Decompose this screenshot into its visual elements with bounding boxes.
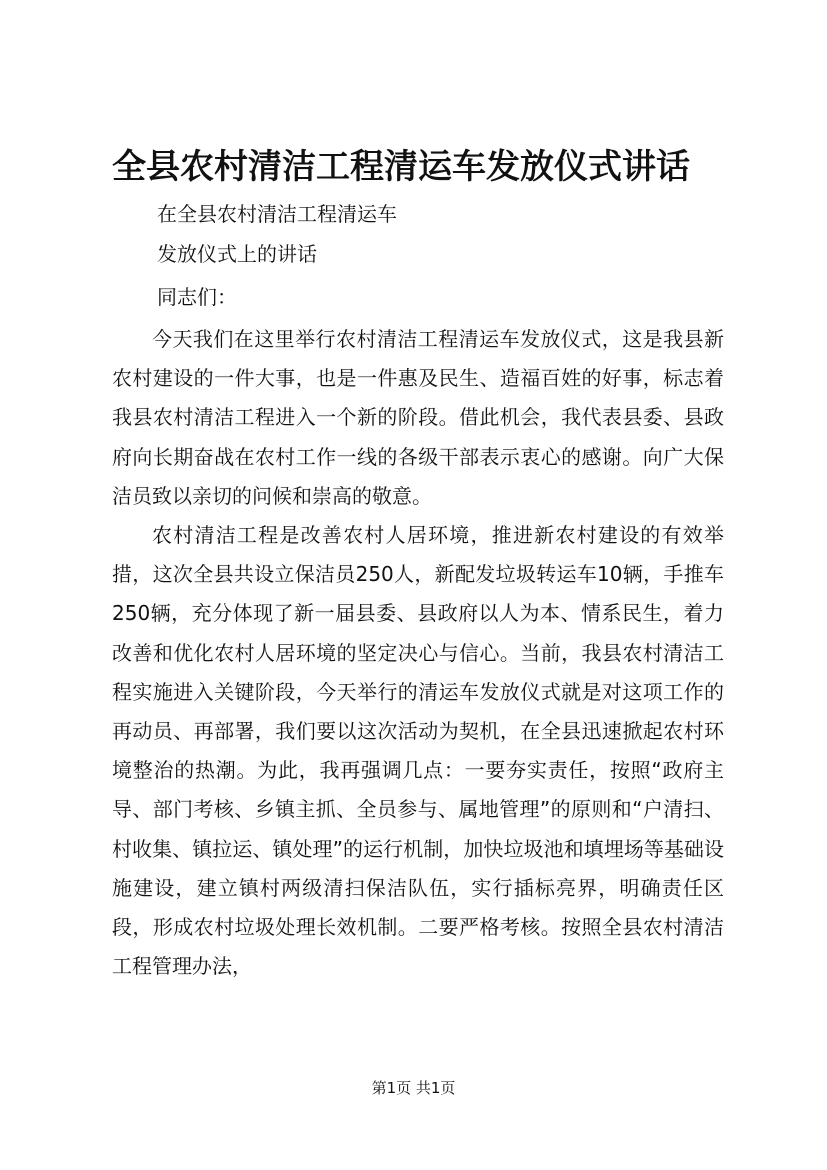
- paragraph-1: 今天我们在这里举行农村清洁工程清运车发放仪式，这是我县新农村建设的一件大事，也是一件惠及民生、造福百姓的好事，标志着我县农村清洁工程进入一个新的阶段。借此机会，我代表县委、县政府向长期奋战在农村工作一线的各级干部表示衷心的感谢。向广大保洁员致以亲切的问候和崇高的敬意。: [112, 327, 724, 508]
- subtitle-line-2: 发放仪式上的讲话: [157, 242, 317, 266]
- document-title: 全县农村清洁工程清运车发放仪式讲话: [112, 147, 690, 187]
- paragraph-2: 农村清洁工程是改善农村人居环境，推进新农村建设的有效举措，这次全县共设立保洁员250人，新配发垃圾转运车10辆，手推车250辆，充分体现了新一届县委、县政府以人为本、情系民生，着力改善和优化农村人居环境的坚定决心与信心。当前，我县农村清洁工程实施进入关键阶段，今天举行的清运车发放仪式就是对这项工作的再动员、再部署，我们要以这次活动为契机，在全县迅速掀起农村环境整治的热潮。为此，我再强调几点：一要夯实责任，按照“政府主导、部门考核、乡镇主抓、全员参与、属地管理”的原则和“户清扫、村收集、镇拉运、镇处理”的运行机制，加快垃圾池和填埋场等基础设施建设，建立镇村两级清扫保洁队伍，实行插标亮界，明确责任区段，形成农村垃圾处理长效机制。二要严格考核。按照全县农村清洁工程管理办法，: [112, 523, 724, 979]
- salutation: 同志们：: [157, 285, 237, 309]
- subtitle-line-1: 在全县农村清洁工程清运车: [157, 202, 397, 226]
- page-footer: 第1页 共1页: [371, 1079, 456, 1097]
